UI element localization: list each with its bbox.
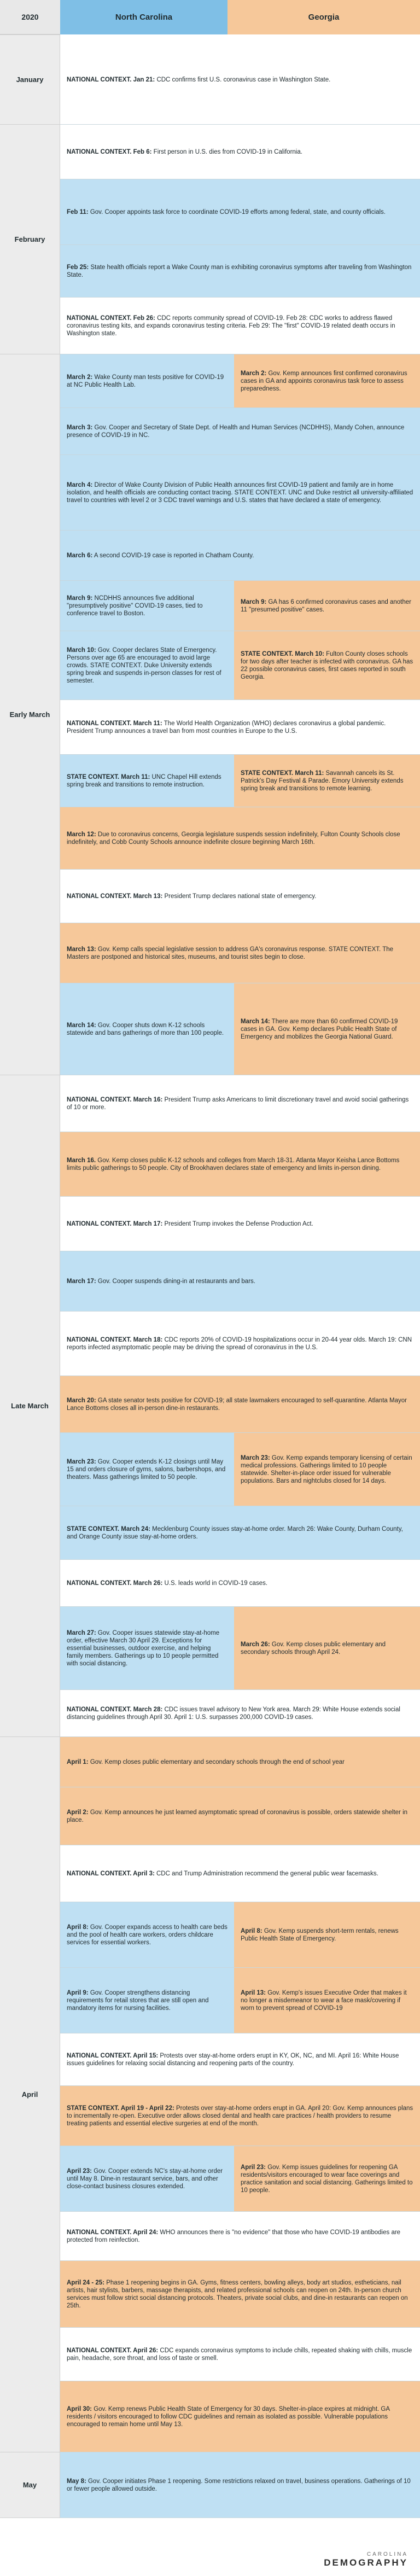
event-row: NATIONAL CONTEXT. March 11: The World Health Organization (WHO) declares coronavirus a global pandemic. President Trump announces a travel ban from most countries in Europe to the U.S.: [60, 700, 420, 755]
event-row-ga: March 2: Gov. Kemp announces first confirmed coronavirus cases in GA and appoints coronavirus task force to assess preparedness.: [234, 354, 420, 408]
event-row-ga: April 30: Gov. Kemp renews Public Health State of Emergency for 30 days. Shelter-in-place expires at midnight. GA residents / visitors encouraged to follow CDC guidelines and remain as isolated as possible. Vulnerable populations encouraged to remain home until May 13.: [60, 2381, 420, 2452]
event-row-ga: STATE CONTEXT. March 10: Fulton County closes schools for two days after teacher is infected with coronavirus. GA has 22 possible coronavirus cases, first cases reported in south Georgia.: [234, 631, 420, 700]
event-row: NATIONAL CONTEXT. April 3: CDC and Trump Administration recommend the general public wear facemasks.: [60, 1845, 420, 1902]
event-row-ga: March 23: Gov. Kemp expands temporary licensing of certain medical professions. Gatherings limited to 10 people statewide. Shelter-in-place order issued for vulnerable populations. Bars and nightclubs closed for 14 days.: [234, 1433, 420, 1506]
event-row: NATIONAL CONTEXT. March 26: U.S. leads world in COVID-19 cases.: [60, 1560, 420, 1607]
event-row-ga: April 8: Gov. Kemp suspends short-term rentals, renews Public Health State of Emergency.: [234, 1902, 420, 1968]
event-row-nc: March 17: Gov. Cooper suspends dining-in at restaurants and bars.: [60, 1251, 420, 1312]
period-late-march: Late March: [0, 1075, 60, 1737]
event-row: NATIONAL CONTEXT. March 17: President Trump invokes the Defense Production Act.: [60, 1197, 420, 1251]
event-row: NATIONAL CONTEXT. April 24: WHO announces there is "no evidence" that those who have COVID-19 antibodies are protected from reinfection.: [60, 2212, 420, 2261]
period-early-march: Early March: [0, 354, 60, 1075]
event-row-nc: March 10: Gov. Cooper declares State of Emergency. Persons over age 65 are encouraged to avoid large crowds. STATE CONTEXT. Duke University extends spring break and suspends in-person classes for rest of semester.: [60, 631, 234, 700]
event-row: NATIONAL CONTEXT. March 18: CDC reports 20% of COVID-19 hospitalizations occur in 20-44 year olds. March 19: CNN reports infected asymptomatic people may be driving the spread of coronavirus in the U.S.: [60, 1312, 420, 1376]
event-row-nc: March 6: A second COVID-19 case is reported in Chatham County.: [60, 531, 420, 581]
logo-line-1: CAROLINA: [366, 2551, 408, 2557]
event-row-nc: Feb 11: Gov. Cooper appoints task force to coordinate COVID-19 efforts among federal, state, and county officials.: [60, 179, 420, 245]
event-row-ga: STATE CONTEXT. April 19 - April 22: Protests over stay-at-home orders erupt in GA. April 20: Gov. Kemp announces plans to incrementally re-open. Executive order allows closed dental and health care practices / health providers to resume treating patients and essential elective surgeries at end of the month.: [60, 2086, 420, 2146]
event-row-nc: March 23: Gov. Cooper extends K-12 closings until May 15 and orders closure of gyms, salons, barbershops, and theaters. Mass gatherings limited to 50 people.: [60, 1433, 234, 1506]
event-row: NATIONAL CONTEXT. Feb 6: First person in U.S. dies from COVID-19 in California.: [60, 125, 420, 179]
header-georgia: Georgia: [228, 0, 420, 35]
event-row-nc: STATE CONTEXT. March 24: Mecklenburg County issues stay-at-home order. March 26: Wake County, Durham County, and Orange County issue stay-at-home orders.: [60, 1506, 420, 1560]
header-year: 2020: [0, 0, 60, 35]
period-may: May: [0, 2452, 60, 2518]
event-row-nc: April 8: Gov. Cooper expands access to health care beds and the pool of health care workers, orders childcare services for essential workers.: [60, 1902, 234, 1968]
carolina-demography-logo: [324, 2551, 408, 2568]
event-row-nc: April 23: Gov. Cooper extends NC's stay-at-home order until May 8. Dine-in restaurant service, bars, and other close-contact business closures extended.: [60, 2146, 234, 2212]
period-february: February: [0, 125, 60, 354]
event-row-ga: March 13: Gov. Kemp calls special legislative session to address GA's coronavirus response. STATE CONTEXT. The Masters are postponed and historical sites, museums, and tourist sites begin to close.: [60, 923, 420, 983]
event-row-ga: March 26: Gov. Kemp closes public elementary and secondary schools through April 24.: [234, 1607, 420, 1690]
event-row-ga: March 9: GA has 6 confirmed coronavirus cases and another 11 "presumed positive" cases.: [234, 581, 420, 631]
event-row: NATIONAL CONTEXT. April 26: CDC expands coronavirus symptoms to include chills, repeated shaking with chills, muscle pain, headache, sore throat, and loss of taste or smell.: [60, 2328, 420, 2381]
event-row: NATIONAL CONTEXT. April 15: Protests over stay-at-home orders erupt in KY, OK, NC, and MI. April 16: White House issues guidelines for relaxing social distancing and reopening parts of the country.: [60, 2033, 420, 2086]
event-row-nc: STATE CONTEXT. March 11: UNC Chapel Hill extends spring break and transitions to remote instruction.: [60, 755, 234, 807]
event-row-ga: April 1: Gov. Kemp closes public elementary and secondary schools through the end of school year: [60, 1737, 420, 1787]
period-january: January: [0, 35, 60, 125]
event-row-nc: Feb 25: State health officials report a Wake County man is exhibiting coronavirus symptoms after traveling from Washington State.: [60, 245, 420, 298]
event-row: NATIONAL CONTEXT. March 13: President Trump declares national state of emergency.: [60, 870, 420, 923]
event-row-ga: April 13: Gov. Kemp's issues Executive Order that makes it no longer a misdemeanor to wear a face mask/covering if worn to prevent spread of COVID-19: [234, 1968, 420, 2033]
event-row-ga: STATE CONTEXT. March 11: Savannah cancels its St. Patrick's Day Festival & Parade. Emory University extends spring break and transitions to remote learning.: [234, 755, 420, 807]
event-row-ga: March 12: Due to coronavirus concerns, Georgia legislature suspends session indefinitely, Fulton County Schools close indefinitely, and Cobb County Schools announce indefinite closure beginning March 16th.: [60, 807, 420, 870]
event-row-nc: March 4: Director of Wake County Division of Public Health announces first COVID-19 patient and family are in home isolation, and health officials are conducting contact tracing. STATE CONTEXT. UNC and Duke restrict all university-affiliated travel to countries with level 2 or 3 CDC travel warnings and U.S. states that have declared a state of emergency.: [60, 455, 420, 531]
header-north-carolina: North Carolina: [60, 0, 228, 35]
event-row: NATIONAL CONTEXT. March 28: CDC issues travel advisory to New York area. March 29: White House extends social distancing guidelines through April 30. April 1: U.S. surpasses 200,000 COVID-19 cases.: [60, 1690, 420, 1737]
event-row-ga: April 23: Gov. Kemp issues guidelines for reopening GA residents/visitors encouraged to wear face coverings and practice sanitation and social distancing. Gatherings limited to 10 people.: [234, 2146, 420, 2212]
event-row: NATIONAL CONTEXT. Jan 21: CDC confirms first U.S. coronavirus case in Washington State.: [60, 35, 420, 125]
event-row-nc: May 8: Gov. Cooper initiates Phase 1 reopening. Some restrictions relaxed on travel, business operations. Gatherings of 10 or fewer people allowed outside.: [60, 2452, 420, 2518]
event-row-nc: March 3: Gov. Cooper and Secretary of State Dept. of Health and Human Services (NCDHHS), Mandy Cohen, announce presence of COVID-19 in NC.: [60, 408, 420, 455]
event-row-ga: March 20: GA state senator tests positive for COVID-19; all state lawmakers encouraged to self-quarantine. Atlanta Mayor Lance Bottoms closes all in-person dine-in restaurants.: [60, 1376, 420, 1433]
period-april: April: [0, 1737, 60, 2452]
event-row-nc: March 2: Wake County man tests positive for COVID-19 at NC Public Health Lab.: [60, 354, 234, 408]
event-row-ga: April 24 - 25: Phase 1 reopening begins in GA. Gyms, fitness centers, bowling alleys, body art studios, estheticians, nail artists, hair stylists, barbers, massage therapists, and related professional schools can reopen on 24th. In-person church services must follow strict social distancing protocols. Theaters, private social clubs, and dine-in restaurants can reopen on 25th.: [60, 2261, 420, 2328]
event-row-nc: March 14: Gov. Cooper shuts down K-12 schools statewide and bans gatherings of more than 100 people.: [60, 983, 234, 1075]
event-row-ga: March 14: There are more than 60 confirmed COVID-19 cases in GA. Gov. Kemp declares Public Health State of Emergency and mobilizes the Georgia National Guard.: [234, 983, 420, 1075]
event-row-nc: March 27: Gov. Cooper issues statewide stay-at-home order, effective March 30 April 29. Exceptions for essential businesses, outdoor exercise, and helping family members. Gatherings up to 10 people permitted with social distancing.: [60, 1607, 234, 1690]
event-row: NATIONAL CONTEXT. Feb 26: CDC reports community spread of COVID-19. Feb 28: CDC works to address flawed coronavirus testing kits, and expands coronavirus testing criteria. Feb 29: The "first" COVID-19 related death occurs in Washington state.: [60, 298, 420, 354]
event-row-nc: March 9: NCDHHS announces five additional "presumptively positive" COVID-19 cases, tied to conference travel to Boston.: [60, 581, 234, 631]
event-row-ga: April 2: Gov. Kemp announces he just learned asymptomatic spread of coronavirus is possible, orders statewide shelter in place.: [60, 1787, 420, 1845]
event-row-nc: April 9: Gov. Cooper strengthens distancing requirements for retail stores that are still open and mandatory items for nursing facilities.: [60, 1968, 234, 2033]
event-row: NATIONAL CONTEXT. March 16: President Trump asks Americans to limit discretionary travel and avoid social gatherings of 10 or more.: [60, 1075, 420, 1132]
event-row-ga: March 16. Gov. Kemp closes public K-12 schools and colleges from March 18-31. Atlanta Mayor Keisha Lance Bottoms limits public gatherings to 50 people. City of Brookhaven declares state of emergency and limits in-person dining.: [60, 1132, 420, 1197]
logo-line-2: DEMOGRAPHY: [324, 2557, 408, 2568]
